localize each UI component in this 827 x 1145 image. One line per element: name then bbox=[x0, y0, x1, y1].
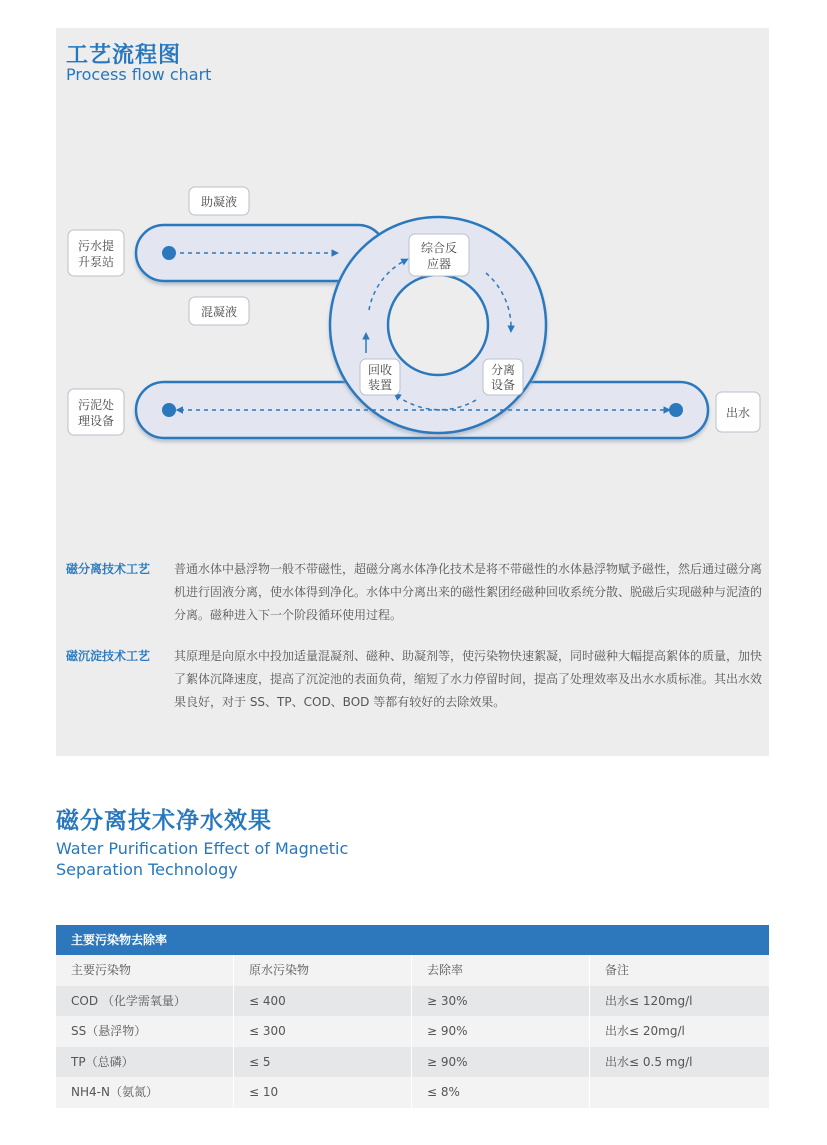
node-sludge-device bbox=[68, 389, 124, 435]
svg-text:污泥处: 污泥处 bbox=[77, 398, 115, 412]
svg-text:应器: 应器 bbox=[426, 257, 452, 271]
node-sewage-pump bbox=[68, 230, 124, 276]
sludge-dot bbox=[162, 403, 176, 417]
table-row bbox=[56, 986, 769, 1017]
svg-text:回收: 回收 bbox=[367, 363, 393, 377]
node-recovery bbox=[360, 359, 400, 395]
table-cell: ≤ 5 bbox=[234, 1047, 412, 1078]
effect-title-en-line2: Separation Technology bbox=[56, 860, 238, 879]
table-cell: ≤ 8% bbox=[412, 1077, 590, 1108]
node-coagulant bbox=[189, 297, 249, 325]
table-row bbox=[56, 1016, 769, 1047]
table-row bbox=[56, 1047, 769, 1078]
table-cell bbox=[590, 1077, 769, 1108]
node-reactor bbox=[409, 234, 469, 276]
effect-title-cn: 磁分离技术净水效果 bbox=[56, 808, 272, 834]
outlet-dot bbox=[669, 403, 683, 417]
table-cell: 出水≤ 20mg/l bbox=[605, 1024, 685, 1038]
description-text: 其原理是向原水中投加适量混凝剂、磁种、助凝剂等，使污染物快速絮凝，同时磁种大幅提高絮体的质量，加快了絮体沉降速度，提高了沉淀池的表面负荷，缩短了水力停留时间，提高了处理效率及出水水质标准。其出水效果良好，对于 SS、TP、COD、BOD 等都有较好的去除效果。 bbox=[174, 649, 763, 709]
node-flocculant-aid bbox=[189, 187, 249, 215]
inlet-dot bbox=[162, 246, 176, 260]
table-header-cell: 主要污染物 bbox=[56, 955, 234, 986]
table-cell: TP（总磷） bbox=[56, 1047, 234, 1078]
description-label: 磁分离技术工艺 bbox=[66, 562, 151, 576]
svg-text:混凝液: 混凝液 bbox=[200, 305, 238, 319]
node-outlet bbox=[716, 392, 760, 432]
table-cell: NH4-N（氨氮） bbox=[56, 1077, 234, 1108]
svg-text:升泵站: 升泵站 bbox=[77, 255, 115, 269]
table-header-row bbox=[56, 955, 769, 986]
table-cell: SS（悬浮物） bbox=[56, 1016, 234, 1047]
table-cell: ≤ 400 bbox=[234, 986, 412, 1017]
table-cell: ≥ 30% bbox=[412, 986, 590, 1017]
table-cell: ≥ 90% bbox=[412, 1047, 590, 1078]
ring-hole bbox=[388, 275, 488, 375]
removal-rate-table bbox=[56, 925, 769, 1108]
node-separation bbox=[483, 359, 523, 395]
table-cell: COD （化学需氧量） bbox=[56, 986, 234, 1017]
svg-text:助凝液: 助凝液 bbox=[200, 195, 238, 209]
table-cell: ≤ 300 bbox=[234, 1016, 412, 1047]
process-flow-diagram bbox=[56, 170, 769, 470]
svg-text:分离: 分离 bbox=[490, 363, 516, 377]
table-header-cell: 原水污染物 bbox=[234, 955, 412, 986]
section-title-en: Process flow chart bbox=[66, 65, 212, 84]
table-cell: ≥ 90% bbox=[412, 1016, 590, 1047]
svg-text:理设备: 理设备 bbox=[77, 414, 115, 428]
description-text: 普通水体中悬浮物一般不带磁性，超磁分离水体净化技术是将不带磁性的水体悬浮物赋予磁性，然后通过磁分离机进行固液分离，使水体得到净化。水体中分离出来的磁性絮团经磁种回收系统分散、脱磁后实现磁种与泥渣的分离。磁种进入下一个阶段循环使用过程。 bbox=[174, 562, 763, 622]
table-cell: 出水≤ 0.5 mg/l bbox=[605, 1054, 693, 1069]
table-cell: 出水≤ 120mg/l bbox=[605, 993, 693, 1008]
effect-title-en-line1: Water Purification Effect of Magnetic bbox=[56, 839, 349, 858]
svg-text:设备: 设备 bbox=[490, 378, 516, 392]
description-label: 磁沉淀技术工艺 bbox=[66, 649, 151, 663]
section-title-cn: 工艺流程图 bbox=[66, 43, 182, 68]
table-header-cell: 备注 bbox=[605, 963, 630, 977]
svg-text:出水: 出水 bbox=[725, 406, 751, 420]
svg-text:装置: 装置 bbox=[367, 378, 393, 392]
svg-text:综合反: 综合反 bbox=[420, 241, 458, 255]
svg-text:污水提: 污水提 bbox=[77, 239, 115, 253]
effect-title-en bbox=[56, 838, 456, 880]
table-cell: ≤ 10 bbox=[234, 1077, 412, 1108]
table-row bbox=[56, 1077, 769, 1108]
table-header-cell: 去除率 bbox=[412, 955, 590, 986]
table-caption: 主要污染物去除率 bbox=[56, 925, 769, 955]
